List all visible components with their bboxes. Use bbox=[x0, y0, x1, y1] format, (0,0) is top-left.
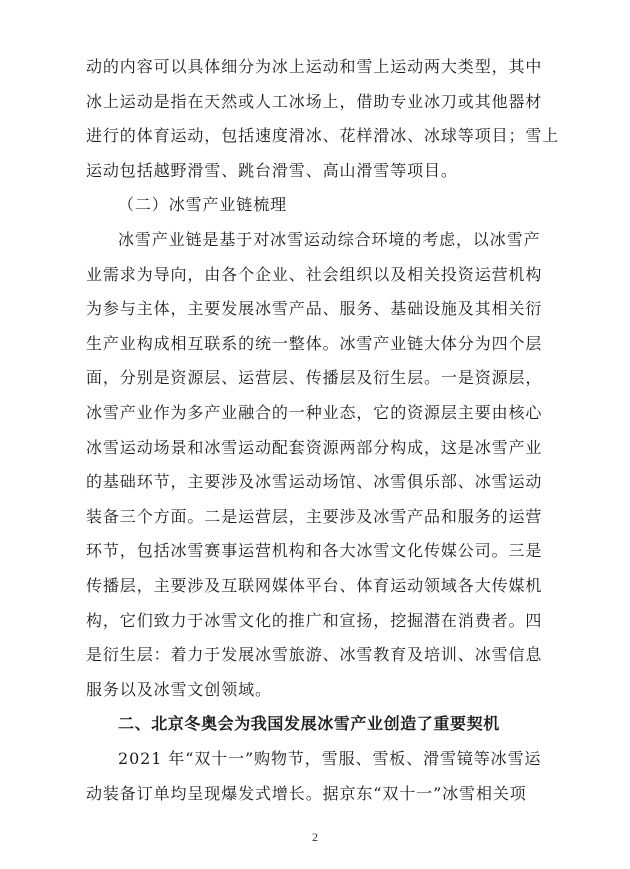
body-text-line: 运动包括越野滑雪、跳台滑雪、高山滑雪等项目。 bbox=[86, 161, 458, 180]
body-text-line: 动的内容可以具体细分为冰上运动和雪上运动两大类型，其中 bbox=[86, 57, 543, 76]
body-text-line: 服务以及冰雪文创领域。 bbox=[86, 680, 272, 699]
body-text-line: 构，它们致力于冰雪文化的推广和宣扬，挖掘潜在消费者。四 bbox=[86, 611, 543, 630]
body-text-line: 是衍生层：着力于发展冰雪旅游、冰雪教育及培训、冰雪信息 bbox=[86, 645, 543, 664]
body-text-line: 传播层，主要涉及互联网媒体平台、体育运动领域各大传媒机 bbox=[86, 576, 543, 595]
body-text-line: 进行的体育运动，包括速度滑冰、花样滑冰、冰球等项目；雪上 bbox=[86, 126, 560, 145]
body-text-line: 装备三个方面。二是运营层，主要涉及冰雪产品和服务的运营 bbox=[86, 507, 543, 526]
body-text-line: 面，分别是资源层、运营层、传播层及衍生层。一是资源层， bbox=[86, 368, 543, 387]
body-text-line: 的基础环节，主要涉及冰雪运动场馆、冰雪俱乐部、冰雪运动 bbox=[86, 472, 543, 491]
body-text-line: 冰雪产业链是基于对冰雪运动综合环境的考虑，以冰雪产 bbox=[118, 230, 541, 249]
body-text-line: 冰上运动是指在天然或人工冰场上，借助专业冰刀或其他器材 bbox=[86, 92, 543, 111]
body-text-line: 冰雪产业作为多产业融合的一种业态，它的资源层主要由核心 bbox=[86, 403, 543, 422]
section-subheading: （二）冰雪产业链梳理 bbox=[118, 195, 288, 214]
body-text-line: 动装备订单均呈现爆发式增长。据京东“双十一”冰雪相关项 bbox=[86, 784, 527, 803]
body-text-line: 2021 年“双十一”购物节，雪服、雪板、滑雪镜等冰雪运 bbox=[118, 749, 542, 768]
page-number: 2 bbox=[312, 830, 318, 844]
section-heading: 二、北京冬奥会为我国发展冰雪产业创造了重要契机 bbox=[118, 714, 500, 733]
body-text-line: 环节，包括冰雪赛事运营机构和各大冰雪文化传媒公司。三是 bbox=[86, 541, 543, 560]
body-text-line: 为参与主体，主要发展冰雪产品、服务、基础设施及其相关衍 bbox=[86, 299, 543, 318]
body-text-line: 生产业构成相互联系的统一整体。冰雪产业链大体分为四个层 bbox=[86, 334, 543, 353]
body-text-line: 冰雪运动场景和冰雪运动配套资源两部分构成，这是冰雪产业 bbox=[86, 438, 543, 457]
body-text-line: 业需求为导向，由各个企业、社会组织以及相关投资运营机构 bbox=[86, 265, 543, 284]
